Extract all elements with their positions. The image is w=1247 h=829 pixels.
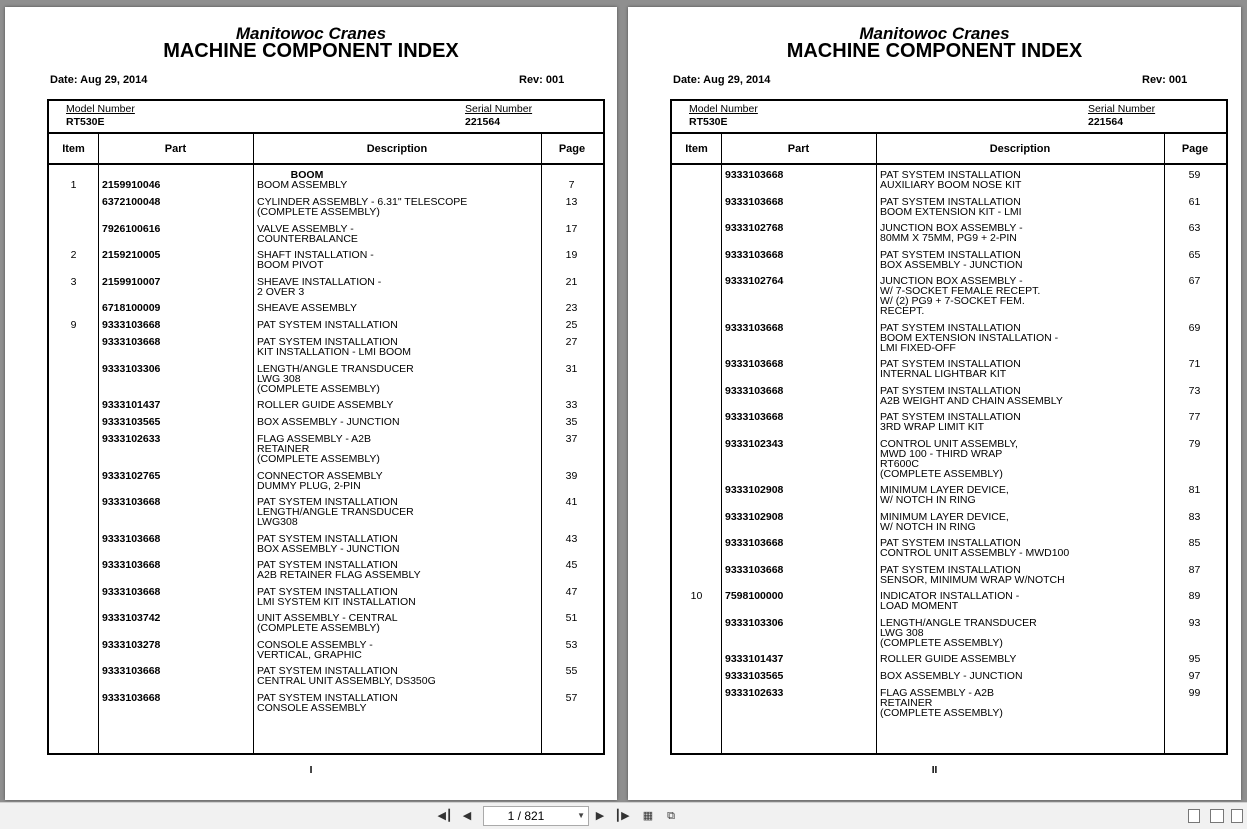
part-description: MINIMUM LAYER DEVICE, W/ NOTCH IN RING	[880, 510, 1009, 533]
page-reference: 71	[1188, 358, 1201, 370]
part-number: 9333103668	[725, 411, 784, 423]
page-reference: 41	[565, 496, 578, 508]
page-reference: 23	[565, 302, 578, 314]
col-page-header: Page	[558, 143, 586, 155]
part-description: PAT SYSTEM INSTALLATION LMI SYSTEM KIT INSTALLATION	[257, 585, 416, 608]
table-row	[672, 512, 1226, 536]
part-number: 9333103668	[725, 248, 784, 261]
model-number-label: Model Number	[689, 103, 758, 115]
part-number: 7598100000	[725, 590, 784, 602]
page-reference: 87	[1188, 563, 1201, 576]
table-row	[672, 197, 1226, 221]
table-row	[672, 321, 1226, 354]
page-reference: 97	[1188, 670, 1201, 682]
table-row	[672, 386, 1226, 410]
table-row	[49, 250, 603, 274]
item-number: 10	[690, 590, 703, 602]
brand-name: Manitowoc Cranes	[859, 24, 1010, 43]
page-selector[interactable]	[483, 806, 589, 826]
part-number: 9333103668	[725, 537, 784, 549]
table-row	[49, 277, 603, 301]
page-reference: 33	[565, 399, 578, 411]
part-description: PAT SYSTEM INSTALLATION BOX ASSEMBLY - JUNCTION	[880, 248, 1023, 271]
page-reference: 7	[568, 179, 575, 191]
table-row	[49, 224, 603, 248]
part-description: JUNCTION BOX ASSEMBLY - 80MM X 75MM, PG9 + 2-PIN	[880, 222, 1023, 244]
table-row	[672, 687, 1226, 719]
table-row	[672, 223, 1226, 247]
part-description: PAT SYSTEM INSTALLATION SENSOR, MINIMUM WRAP W/NOTCH	[880, 563, 1065, 586]
table-body	[672, 163, 1226, 753]
first-page-icon[interactable]: ◀┃	[437, 810, 453, 822]
table-row	[49, 587, 603, 611]
date-label: Date: Aug 29, 2014	[673, 74, 771, 86]
part-description: ROLLER GUIDE ASSEMBLY	[257, 399, 394, 411]
table-row	[49, 693, 603, 717]
page-indicator: 1 / 821	[507, 809, 545, 823]
page-reference: 73	[1188, 384, 1201, 397]
document-page-2	[628, 7, 1241, 800]
page-reference: 13	[565, 196, 578, 208]
part-description: LENGTH/ANGLE TRANSDUCER LWG 308 (COMPLETE ASSEMBLY)	[880, 616, 1037, 649]
single-page-view-icon[interactable]	[1188, 809, 1200, 823]
part-number: 2159910007	[102, 275, 161, 288]
part-description: UNIT ASSEMBLY - CENTRAL (COMPLETE ASSEMBLY)	[257, 612, 398, 634]
page-reference: 57	[565, 691, 578, 704]
part-description: PAT SYSTEM INSTALLATION CENTRAL UNIT ASSEMBLY, DS350G	[257, 665, 436, 687]
page-reference: 37	[565, 433, 578, 445]
part-description: CYLINDER ASSEMBLY - 6.31" TELESCOPE (COMPLETE ASSEMBLY)	[257, 196, 468, 218]
model-number-value: RT530E	[66, 116, 105, 128]
page-reference: 93	[1188, 616, 1201, 629]
table-row	[49, 640, 603, 664]
page-reference: 47	[565, 585, 578, 598]
part-description: PAT SYSTEM INSTALLATION 3RD WRAP LIMIT KIT	[880, 411, 1021, 433]
part-number: 9333103668	[102, 665, 161, 677]
table-row	[672, 275, 1226, 317]
table-row	[49, 471, 603, 495]
part-description: BOOM ASSEMBLY	[257, 179, 348, 191]
document-title: MACHINE COMPONENT INDEX	[786, 40, 1083, 62]
part-number: 9333103668	[725, 195, 784, 208]
col-item-header: Item	[62, 143, 85, 155]
table-row	[672, 538, 1226, 562]
part-number: 9333103668	[102, 585, 161, 598]
part-number: 9333102343	[725, 437, 784, 450]
column-headers	[672, 134, 1226, 165]
part-description: PAT SYSTEM INSTALLATION BOOM EXTENSION KIT - LMI	[880, 195, 1022, 218]
page-reference: 17	[565, 222, 578, 235]
page-reference: 99	[1188, 687, 1201, 699]
page-reference: 85	[1188, 537, 1201, 549]
part-number: 9333103565	[102, 416, 161, 428]
table-row	[49, 337, 603, 361]
col-description-header: Description	[989, 143, 1051, 155]
table-row	[49, 362, 603, 395]
page-reference: 25	[565, 319, 578, 331]
table-row	[49, 197, 603, 221]
part-description: PAT SYSTEM INSTALLATION INTERNAL LIGHTBAR KIT	[880, 358, 1021, 380]
table-row	[672, 591, 1226, 615]
part-description: VALVE ASSEMBLY - COUNTERBALANCE	[257, 222, 358, 245]
two-page-view-icon[interactable]	[1210, 809, 1224, 823]
table-row	[49, 496, 603, 528]
page-reference: 53	[565, 638, 578, 651]
page-reference: 77	[1188, 411, 1201, 423]
component-table	[47, 99, 605, 755]
page-reference: 63	[1188, 222, 1201, 234]
col-description-header: Description	[366, 143, 428, 155]
page-reference: 31	[565, 362, 578, 375]
part-number: 9333103668	[725, 358, 784, 370]
col-item-header: Item	[685, 143, 708, 155]
document-page-1	[5, 7, 617, 800]
page-reference: 39	[565, 469, 578, 482]
serial-number-label: Serial Number	[1088, 103, 1156, 115]
part-number: 9333103668	[725, 169, 784, 181]
page-reference: 35	[565, 416, 578, 428]
item-number: 3	[70, 275, 77, 288]
document-title: MACHINE COMPONENT INDEX	[163, 40, 459, 62]
part-description: PAT SYSTEM INSTALLATION A2B RETAINER FLAG ASSEMBLY	[257, 559, 421, 581]
item-number: 2	[70, 249, 77, 261]
serial-number-value: 221564	[465, 116, 501, 128]
part-number: 9333103668	[725, 563, 784, 576]
model-serial-header	[49, 101, 603, 134]
page-reference: 43	[565, 532, 578, 545]
part-description: BOX ASSEMBLY - JUNCTION	[257, 416, 400, 428]
brand-name: Manitowoc Cranes	[235, 24, 387, 43]
part-description: JUNCTION BOX ASSEMBLY - W/ 7-SOCKET FEMALE RECEPT. W/ (2) PG9 + 7-SOCKET FEM. RECEPT.	[880, 275, 1041, 317]
table-row	[672, 565, 1226, 589]
part-description: SHEAVE INSTALLATION - 2 OVER 3	[257, 275, 382, 298]
part-number: 7926100616	[102, 222, 161, 235]
part-description: SHEAVE ASSEMBLY	[257, 302, 357, 314]
part-number: 9333102765	[102, 469, 161, 482]
page-reference: 89	[1188, 590, 1201, 602]
model-number-label: Model Number	[66, 103, 135, 115]
column-headers	[49, 134, 603, 165]
part-number: 9333102908	[725, 484, 784, 496]
col-part-header: Part	[164, 143, 187, 155]
part-number: 9333103668	[725, 321, 784, 334]
table-row	[49, 534, 603, 558]
part-number: 2159210005	[102, 249, 161, 261]
next-page-icon[interactable]: ▶	[595, 810, 605, 822]
part-description: PAT SYSTEM INSTALLATION AUXILIARY BOOM NOSE KIT	[880, 169, 1022, 191]
item-number: 1	[70, 179, 77, 191]
part-number: 9333103668	[102, 691, 161, 704]
part-number: 9333103742	[102, 612, 161, 624]
table-row	[672, 412, 1226, 436]
revision-label: Rev: 001	[519, 74, 565, 86]
table-row	[672, 250, 1226, 274]
fit-page-icon[interactable]: ▦	[642, 810, 654, 822]
page-reference: 27	[565, 336, 578, 348]
part-description: MINIMUM LAYER DEVICE, W/ NOTCH IN RING	[880, 484, 1009, 506]
part-description: INDICATOR INSTALLATION - LOAD MOMENT	[880, 590, 1020, 612]
component-table	[670, 99, 1228, 755]
part-description: PAT SYSTEM INSTALLATION A2B WEIGHT AND CHAIN ASSEMBLY	[880, 384, 1063, 407]
part-description: PAT SYSTEM INSTALLATION	[257, 319, 398, 331]
part-description: CONTROL UNIT ASSEMBLY, MWD 100 - THIRD WRAP RT600C (COMPLETE ASSEMBLY)	[880, 437, 1018, 480]
part-number: 9333103668	[102, 532, 161, 545]
part-description: PAT SYSTEM INSTALLATION BOX ASSEMBLY - JUNCTION	[257, 532, 400, 555]
table-row	[49, 613, 603, 637]
part-number: 9333103668	[102, 496, 161, 508]
part-description: LENGTH/ANGLE TRANSDUCER LWG 308 (COMPLETE ASSEMBLY)	[257, 362, 414, 395]
page-reference: 55	[565, 665, 578, 677]
part-description: PAT SYSTEM INSTALLATION BOOM EXTENSION INSTALLATION - LMI FIXED-OFF	[880, 321, 1059, 354]
part-number: 6718100009	[102, 302, 161, 314]
model-serial-header	[672, 101, 1226, 134]
part-description: FLAG ASSEMBLY - A2B RETAINER (COMPLETE ASSEMBLY)	[880, 687, 1003, 719]
page-reference: 95	[1188, 653, 1201, 665]
part-number: 9333102908	[725, 510, 784, 523]
page-reference: 59	[1188, 169, 1201, 181]
part-number: 9333103668	[102, 319, 161, 331]
item-number: 9	[70, 319, 77, 331]
part-number: 9333103306	[102, 362, 161, 375]
part-number: 9333103565	[725, 670, 784, 682]
part-number: 2159910046	[102, 179, 161, 191]
page-reference: 19	[565, 249, 578, 261]
part-description: ROLLER GUIDE ASSEMBLY	[880, 653, 1017, 665]
part-number: 9333103668	[102, 559, 161, 571]
last-page-icon[interactable]: ┃▶	[614, 810, 630, 822]
section-title: BOOM	[290, 169, 324, 181]
part-description: PAT SYSTEM INSTALLATION CONTROL UNIT ASSEMBLY - MWD100	[880, 537, 1070, 559]
page-reference: 61	[1188, 195, 1201, 208]
table-body	[49, 163, 603, 753]
part-number: 9333102633	[102, 433, 161, 445]
part-number: 9333101437	[102, 399, 161, 411]
fit-width-icon[interactable]: ⧉	[667, 810, 675, 822]
table-row	[672, 437, 1226, 480]
page-reference: 81	[1188, 484, 1201, 496]
page-reference: 67	[1188, 275, 1201, 287]
serial-number-label: Serial Number	[465, 103, 533, 115]
table-row	[49, 666, 603, 690]
page-reference: 21	[565, 275, 578, 288]
part-number: 9333103668	[725, 384, 784, 397]
part-number: 9333102764	[725, 275, 784, 287]
page-reference: 65	[1188, 248, 1201, 261]
part-number: 6372100048	[102, 196, 161, 208]
revision-label: Rev: 001	[1142, 74, 1188, 86]
part-description: PAT SYSTEM INSTALLATION CONSOLE ASSEMBLY	[257, 691, 398, 714]
page-reference: 45	[565, 559, 578, 571]
page-reference: 69	[1188, 321, 1201, 334]
table-row	[672, 170, 1226, 194]
part-description: CONSOLE ASSEMBLY - VERTICAL, GRAPHIC	[257, 638, 373, 661]
previous-page-icon[interactable]: ◀	[462, 810, 472, 822]
table-row	[49, 433, 603, 465]
page-reference: 79	[1188, 437, 1201, 450]
chevron-down-icon: ▼	[577, 811, 585, 820]
part-number: 9333101437	[725, 653, 784, 665]
page-number: I	[309, 765, 313, 776]
table-row	[672, 485, 1226, 509]
serial-number-value: 221564	[1088, 116, 1124, 128]
col-page-header: Page	[1181, 143, 1209, 155]
table-row	[49, 560, 603, 584]
model-number-value: RT530E	[689, 116, 728, 128]
part-description: PAT SYSTEM INSTALLATION LENGTH/ANGLE TRANSDUCER LWG308	[257, 496, 414, 528]
table-row	[672, 616, 1226, 649]
page-number: II	[931, 765, 938, 776]
page-reference: 51	[565, 612, 578, 624]
part-number: 9333103278	[102, 638, 161, 651]
part-description: PAT SYSTEM INSTALLATION KIT INSTALLATION - LMI BOOM	[257, 336, 412, 358]
part-number: 9333103668	[102, 336, 161, 348]
part-description: BOX ASSEMBLY - JUNCTION	[880, 670, 1023, 682]
part-description: CONNECTOR ASSEMBLY DUMMY PLUG, 2-PIN	[257, 469, 383, 492]
date-label: Date: Aug 29, 2014	[50, 74, 148, 86]
part-description: SHAFT INSTALLATION - BOOM PIVOT	[257, 249, 374, 271]
col-part-header: Part	[787, 143, 810, 155]
part-number: 9333103306	[725, 616, 784, 629]
continuous-view-icon[interactable]	[1231, 809, 1243, 823]
part-number: 9333102633	[725, 687, 784, 699]
page-reference: 83	[1188, 510, 1201, 523]
part-number: 9333102768	[725, 222, 784, 234]
viewer-toolbar	[0, 802, 1247, 829]
part-description: FLAG ASSEMBLY - A2B RETAINER (COMPLETE ASSEMBLY)	[257, 433, 380, 465]
table-row	[672, 359, 1226, 383]
